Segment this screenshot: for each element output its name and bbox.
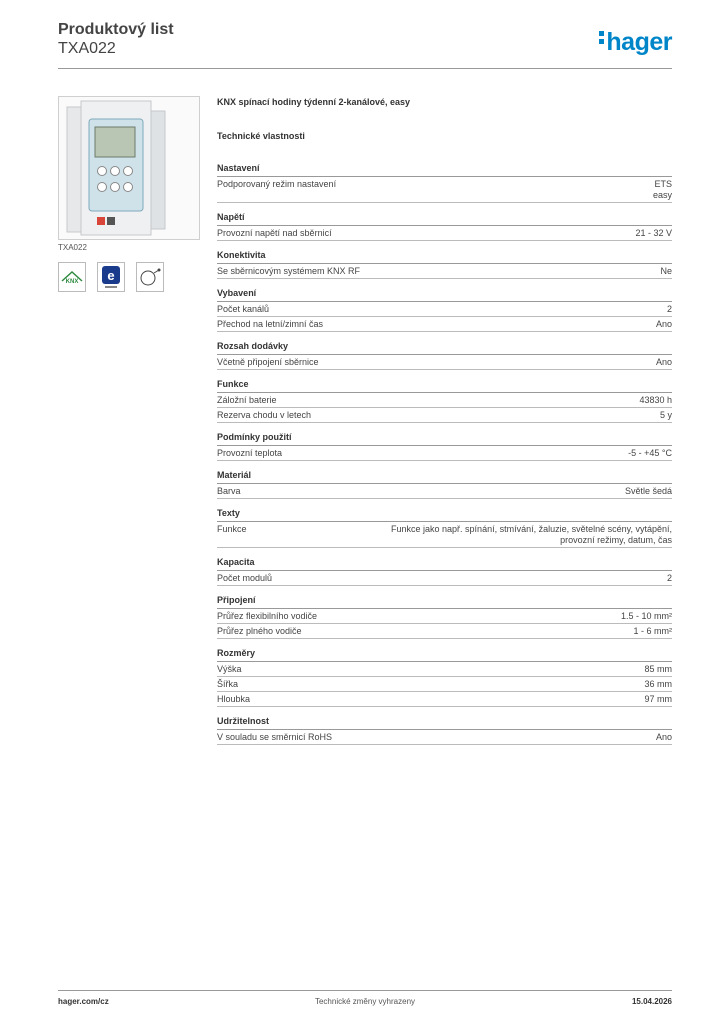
spec-label: Počet modulů xyxy=(217,573,273,583)
spec-row xyxy=(217,177,672,203)
spec-group xyxy=(217,586,672,639)
spec-label: Hloubka xyxy=(217,694,251,704)
dial-icon xyxy=(136,262,164,292)
spec-group xyxy=(217,203,672,241)
spec-group-title: Rozměry xyxy=(217,639,672,662)
spec-group xyxy=(217,461,672,499)
spec-value: 1.5 - 10 mm² xyxy=(620,611,672,621)
spec-value: ETS easy xyxy=(652,179,672,200)
spec-value: 43830 h xyxy=(639,395,672,405)
spec-group-title: Konektivita xyxy=(217,241,672,264)
document-title: Produktový list xyxy=(58,21,174,38)
spec-group xyxy=(217,423,672,461)
spec-row xyxy=(217,677,672,692)
spec-group-title: Vybavení xyxy=(217,279,672,302)
spec-value: Ano xyxy=(655,319,672,329)
spec-value: 2 xyxy=(666,573,672,583)
svg-text:e: e xyxy=(107,268,115,283)
spec-label: Počet kanálů xyxy=(217,304,270,314)
spec-group xyxy=(217,279,672,332)
spec-row xyxy=(217,446,672,461)
spec-group xyxy=(217,370,672,423)
spec-label: V souladu se směrnicí RoHS xyxy=(217,732,333,742)
spec-value: -5 - +45 °C xyxy=(628,448,672,458)
spec-group-title: Udržitelnost xyxy=(217,707,672,730)
spec-label: Funkce xyxy=(217,524,247,534)
logo-text: hager xyxy=(606,28,672,56)
certification-badges xyxy=(58,262,164,292)
spec-label: Záložní baterie xyxy=(217,395,277,405)
spec-row xyxy=(217,408,672,423)
spec-value: 21 - 32 V xyxy=(635,228,672,238)
spec-group-title: Rozsah dodávky xyxy=(217,332,672,355)
spec-value: Ano xyxy=(655,732,672,742)
section-title: Technické vlastnosti xyxy=(217,131,305,141)
image-caption: TXA022 xyxy=(58,243,87,252)
spec-group xyxy=(217,154,672,203)
spec-label: Rezerva chodu v letech xyxy=(217,410,312,420)
spec-label: Průřez plného vodiče xyxy=(217,626,302,636)
spec-row xyxy=(217,662,672,677)
spec-row xyxy=(217,484,672,499)
spec-label: Výška xyxy=(217,664,242,674)
spec-value: Ano xyxy=(655,357,672,367)
spec-group-title: Funkce xyxy=(217,370,672,393)
spec-label: Provozní napětí nad sběrnicí xyxy=(217,228,332,238)
spec-value: Funkce jako např. spínání, stmívání, žaluzie, světelné scény, vytápění, provozní režimy, datum, čas xyxy=(391,524,672,545)
logo-dots-icon xyxy=(599,28,604,47)
spec-group xyxy=(217,707,672,745)
spec-row xyxy=(217,692,672,707)
spec-label: Barva xyxy=(217,486,241,496)
footer-website: hager.com/cz xyxy=(58,997,109,1006)
footer-disclaimer: Technické změny vyhrazeny xyxy=(314,997,416,1006)
spec-value: 1 - 6 mm² xyxy=(633,626,672,636)
spec-row xyxy=(217,302,672,317)
spec-group-title: Materiál xyxy=(217,461,672,484)
page-header xyxy=(58,20,672,70)
spec-row xyxy=(217,522,672,548)
product-image xyxy=(58,96,200,240)
spec-value: 97 mm xyxy=(644,694,672,704)
spec-value: 85 mm xyxy=(644,664,672,674)
footer-date: 15.04.2026 xyxy=(631,997,672,1006)
spec-label: Šířka xyxy=(217,679,239,689)
product-name: KNX spínací hodiny týdenní 2-kanálové, easy xyxy=(217,97,411,107)
timer-device-icon xyxy=(59,97,199,239)
spec-group xyxy=(217,499,672,548)
spec-row xyxy=(217,226,672,241)
spec-group-title: Nastavení xyxy=(217,154,672,177)
svg-text:KNX: KNX xyxy=(65,279,79,284)
spec-value: Ne xyxy=(660,266,672,276)
spec-group-title: Texty xyxy=(217,499,672,522)
spec-row xyxy=(217,355,672,370)
spec-value: 36 mm xyxy=(644,679,672,689)
hager-logo xyxy=(599,28,672,57)
spec-group-title: Podmínky použití xyxy=(217,423,672,446)
header-divider xyxy=(58,68,672,69)
product-code: TXA022 xyxy=(58,40,116,57)
easy-e-icon xyxy=(97,262,125,292)
spec-label: Průřez flexibilního vodiče xyxy=(217,611,318,621)
footer-divider xyxy=(58,990,672,991)
knx-icon xyxy=(58,262,86,292)
spec-row xyxy=(217,624,672,639)
spec-row xyxy=(217,571,672,586)
spec-value: Světle šedá xyxy=(624,486,672,496)
spec-label: Podporovaný režim nastavení xyxy=(217,179,337,189)
spec-group xyxy=(217,548,672,586)
spec-group-title: Kapacita xyxy=(217,548,672,571)
spec-group-title: Připojení xyxy=(217,586,672,609)
spec-value: 5 y xyxy=(659,410,672,420)
spec-label: Přechod na letní/zimní čas xyxy=(217,319,324,329)
spec-label: Se sběrnicovým systémem KNX RF xyxy=(217,266,361,276)
spec-row xyxy=(217,393,672,408)
spec-group xyxy=(217,332,672,370)
spec-value: 2 xyxy=(666,304,672,314)
spec-row xyxy=(217,609,672,624)
spec-label: Včetně připojení sběrnice xyxy=(217,357,319,367)
spec-group-title: Napětí xyxy=(217,203,672,226)
spec-sheet xyxy=(217,96,672,745)
spec-row xyxy=(217,317,672,332)
spec-group xyxy=(217,241,672,279)
spec-groups xyxy=(217,154,672,745)
spec-group xyxy=(217,639,672,707)
spec-row xyxy=(217,264,672,279)
spec-label: Provozní teplota xyxy=(217,448,283,458)
spec-row xyxy=(217,730,672,745)
